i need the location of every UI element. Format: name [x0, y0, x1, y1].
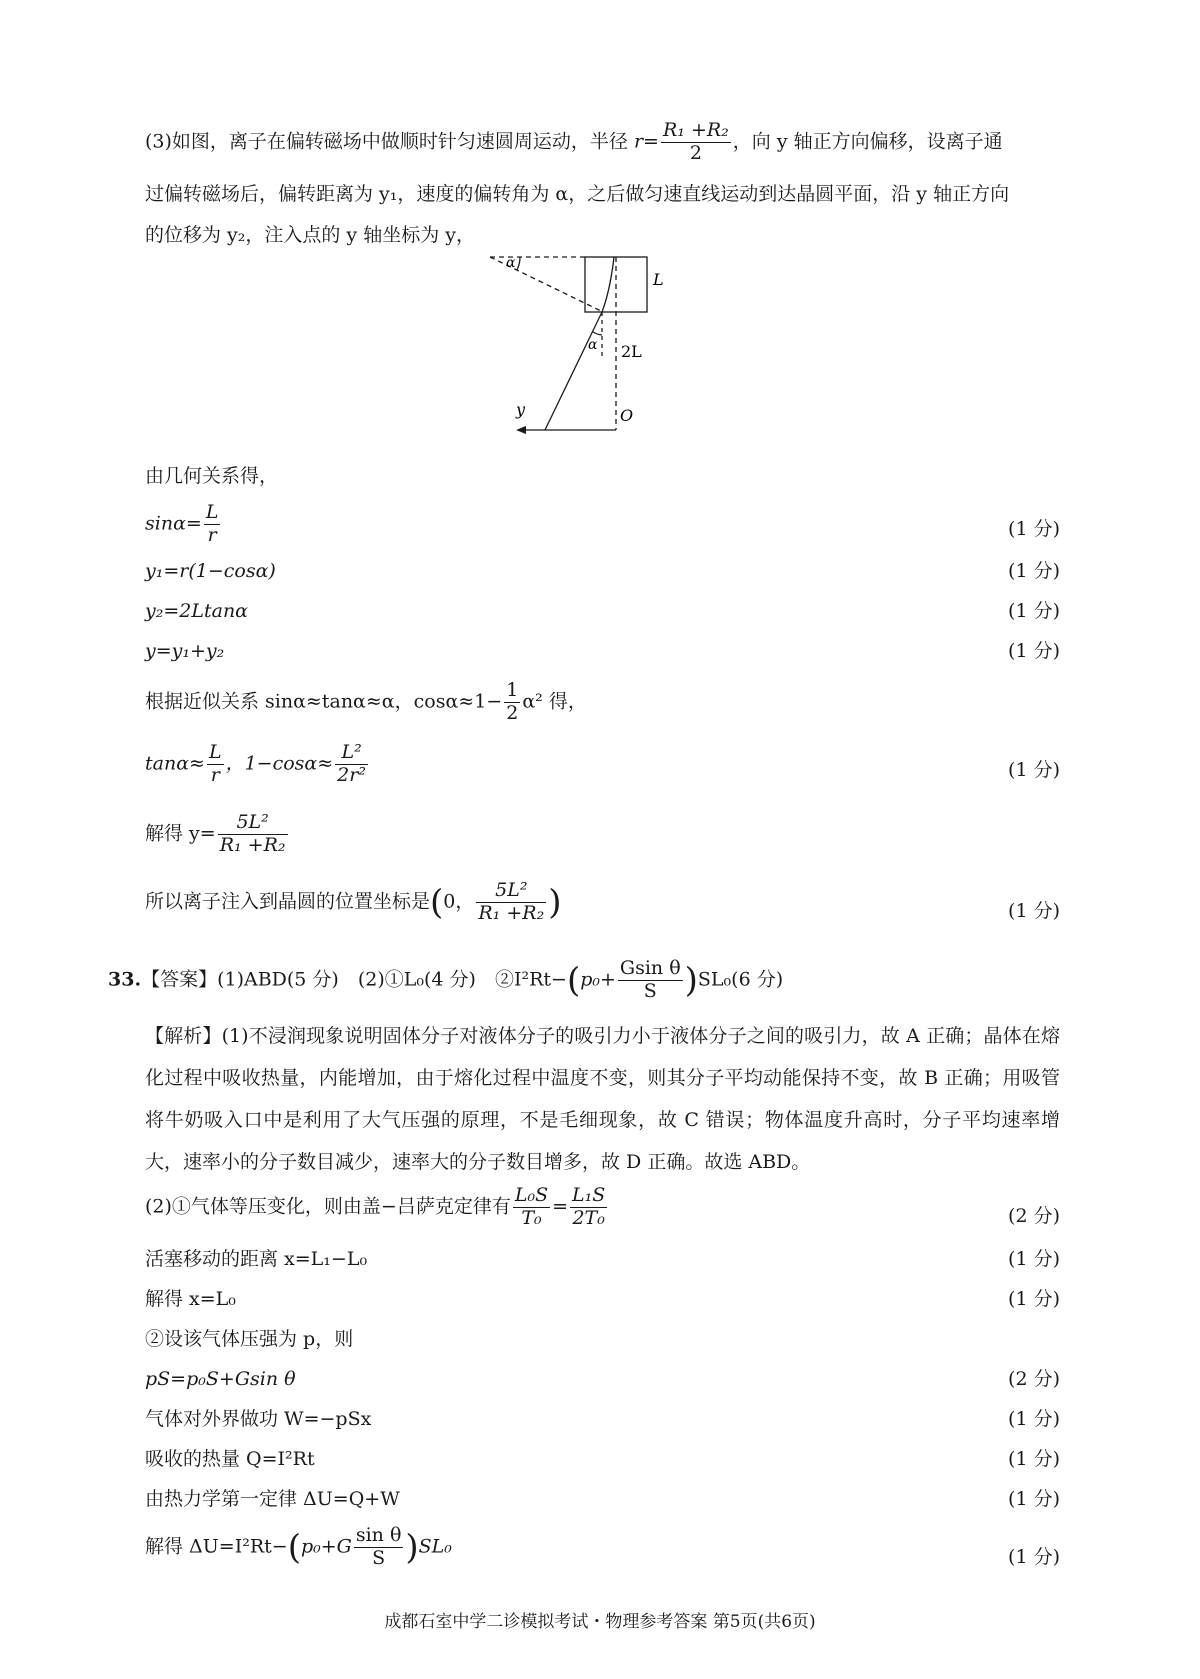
q33-part2-numerator-1: L₀S: [514, 1184, 549, 1206]
q33-final-open-paren: (: [287, 1527, 301, 1568]
score-q33-part2: (2 分): [1008, 1205, 1060, 1227]
q33-line-first-law: 由热力学第一定律 ΔU=Q+W: [145, 1488, 400, 1510]
score-q33-first-law: (1 分): [1008, 1488, 1060, 1510]
part3-line3: 的位移为 y₂，注入点的 y 轴坐标为 y，: [145, 224, 475, 246]
position-zero: 0，: [443, 890, 475, 913]
part3-line1-text-b: ，向 y 轴正方向偏移，设离子通: [732, 130, 1003, 153]
q33-answer-p0: p₀+: [580, 968, 616, 991]
position-text: 所以离子注入到晶圆的位置坐标是: [145, 890, 431, 913]
deflection-figure: [480, 255, 740, 445]
eq5-fraction-2: [335, 742, 368, 787]
q33-line-final: [145, 1525, 452, 1570]
radius-fraction: [661, 120, 731, 165]
q33-part2-denominator-1: T₀: [521, 1206, 542, 1229]
q33-line-distance: 活塞移动的距离 x=L₁−L₀: [145, 1248, 368, 1270]
eq5-numerator-2: L²: [335, 742, 368, 765]
approx-text-b: α² 得，: [522, 690, 587, 713]
score-q33-final: (1 分): [1008, 1546, 1060, 1568]
q33-answer-fraction: [618, 958, 683, 1003]
solve-fraction: [218, 812, 288, 857]
approx-relation: [145, 680, 587, 725]
eq5-approximations: [145, 742, 370, 787]
q33-answer-numerator: Gsin θ: [619, 957, 681, 979]
score-eq3: (1 分): [1008, 600, 1060, 622]
page-footer: 成都石室中学二诊模拟考试・物理参考答案 第5页(共6页): [384, 1612, 816, 1632]
eq3-y2: y₂=2Ltanα: [145, 600, 249, 622]
eq5-numerator-1: L: [208, 741, 222, 763]
q33-line-pressure-intro: ②设该气体压强为 p，则: [145, 1328, 354, 1350]
position-coordinate: [145, 880, 561, 925]
score-eq1: (1 分): [1008, 518, 1060, 540]
solve-text: 解得 y=: [145, 822, 216, 845]
label-L: L: [653, 270, 664, 289]
radius-numerator: R₁ +R₂: [662, 119, 729, 141]
q33-part2-text: (2)①气体等压变化，则由盖−吕萨克定律有: [145, 1195, 511, 1218]
ion-arc-path: [602, 257, 614, 312]
score-eq2: (1 分): [1008, 560, 1060, 582]
y-axis-arrow: [516, 426, 526, 434]
q33-part2-denominator-2: 2T₀: [572, 1206, 605, 1229]
q33-final-close-paren: ): [405, 1527, 419, 1568]
angle-arc-mid: [593, 332, 602, 335]
score-q33-solve-x: (1 分): [1008, 1288, 1060, 1310]
eq5-denominator-2: 2r²: [337, 763, 366, 786]
eq5-text-b: ，1−cosα≈: [225, 752, 334, 775]
q33-final-denominator: S: [372, 1546, 386, 1569]
approx-text-a: 根据近似关系 sinα≈tanα≈α，cosα≈1−: [145, 690, 503, 713]
part3-line1-text-a: (3)如图，离子在偏转磁场中做顺时针匀速圆周运动，半径: [145, 130, 634, 153]
label-O: O: [620, 406, 634, 425]
q33-answer-open-paren: (: [566, 960, 581, 1001]
q33-final-fraction: [354, 1525, 404, 1570]
eq5-fraction-1: [207, 742, 224, 787]
part3-line1: [145, 120, 1003, 165]
eq5-text-a: tanα≈: [145, 752, 205, 775]
position-fraction: [476, 880, 546, 925]
q33-final-numerator: sin θ: [355, 1524, 402, 1546]
q33-answer: [108, 958, 783, 1003]
score-eq4: (1 分): [1008, 640, 1060, 662]
solve-y: [145, 812, 290, 857]
approx-fraction: [504, 680, 520, 725]
q33-part2-numerator-2: L₁S: [572, 1184, 606, 1206]
geometry-intro: 由几何关系得，: [145, 465, 279, 487]
position-close-paren: ): [548, 882, 562, 923]
eq2-y1: y₁=r(1−cosα): [145, 560, 276, 582]
position-numerator: 5L²: [476, 880, 546, 903]
label-y: y: [516, 400, 526, 419]
q33-line-pressure-eq: pS=p₀S+Gsin θ: [145, 1368, 296, 1390]
eq1-fraction: [204, 502, 221, 547]
q33-answer-close-paren: ): [684, 960, 698, 1001]
eq1-numerator: L: [205, 501, 219, 523]
position-open-paren: (: [430, 882, 444, 923]
label-alpha-top: α: [506, 255, 516, 271]
score-q33-heat: (1 分): [1008, 1448, 1060, 1470]
eq1-sin-alpha: [145, 502, 222, 547]
solve-denominator: R₁ +R₂: [219, 833, 286, 856]
eq5-denominator-1: r: [210, 763, 220, 786]
eq1-denominator: r: [207, 523, 217, 546]
solve-numerator: 5L²: [218, 812, 288, 835]
approx-numerator: 1: [506, 679, 519, 701]
q33-part2-equals: =: [552, 1195, 569, 1218]
label-2L: 2L: [621, 342, 642, 361]
q33-line-heat: 吸收的热量 Q=I²Rt: [145, 1448, 315, 1470]
ion-straight-path: [545, 312, 602, 430]
q33-final-text-a: 解得 ΔU=I²Rt−: [145, 1535, 288, 1558]
label-alpha-mid: α: [588, 337, 598, 353]
eq4-y-sum: y=y₁+y₂: [145, 640, 225, 662]
position-denominator: R₁ +R₂: [478, 901, 545, 924]
q33-answer-text-a: 【答案】(1)ABD(5 分) (2)①L₀(4 分) ②I²Rt−: [141, 968, 567, 991]
q33-part2-gay-lussac: [145, 1185, 609, 1230]
q33-number: 33.: [108, 968, 142, 991]
score-eq5: (1 分): [1008, 759, 1060, 781]
q33-part2-fraction-1: [513, 1185, 550, 1230]
score-q33-distance: (1 分): [1008, 1248, 1060, 1270]
q33-final-text-b: SL₀: [418, 1535, 452, 1558]
angle-arc-top: [517, 257, 520, 270]
part3-line2: 过偏转磁场后，偏转距离为 y₁，速度的偏转角为 α，之后做匀速直线运动到达晶圆平面，沿 y 轴正方向: [145, 183, 1010, 205]
score-position: (1 分): [1008, 900, 1060, 922]
q33-line-solve-x: 解得 x=L₀: [145, 1288, 236, 1310]
q33-line-work: 气体对外界做功 W=−pSx: [145, 1408, 372, 1430]
q33-answer-denominator: S: [643, 979, 657, 1002]
radius-expression: r=: [633, 130, 659, 153]
q33-analysis: 【解析】(1)不浸润现象说明固体分子对液体分子的吸引力小于液体分子之间的吸引力，故 A 正确；晶体在熔化过程中吸收热量，内能增加，由于熔化过程中温度不变，则其分子平均动能保持不变，故 B 正确；用吸管将牛奶吸入口中是利用了大气压强的原理，不是毛细现象，故 C 错误；物体温度升高时，分子平均速率增大，速率小的分子数目减少，速率大的分子数目增多，故 D 正确。故选 ABD。: [145, 1025, 1060, 1173]
eq1-lhs: sinα=: [145, 512, 202, 535]
q33-part2-fraction-2: [570, 1185, 607, 1230]
radius-denominator: 2: [689, 141, 702, 164]
approx-denominator: 2: [506, 701, 519, 724]
q33-answer-text-b: SL₀(6 分): [697, 968, 784, 991]
score-q33-work: (1 分): [1008, 1408, 1060, 1430]
score-q33-pressure: (2 分): [1008, 1368, 1060, 1390]
q33-final-p0: p₀+G: [300, 1535, 352, 1558]
